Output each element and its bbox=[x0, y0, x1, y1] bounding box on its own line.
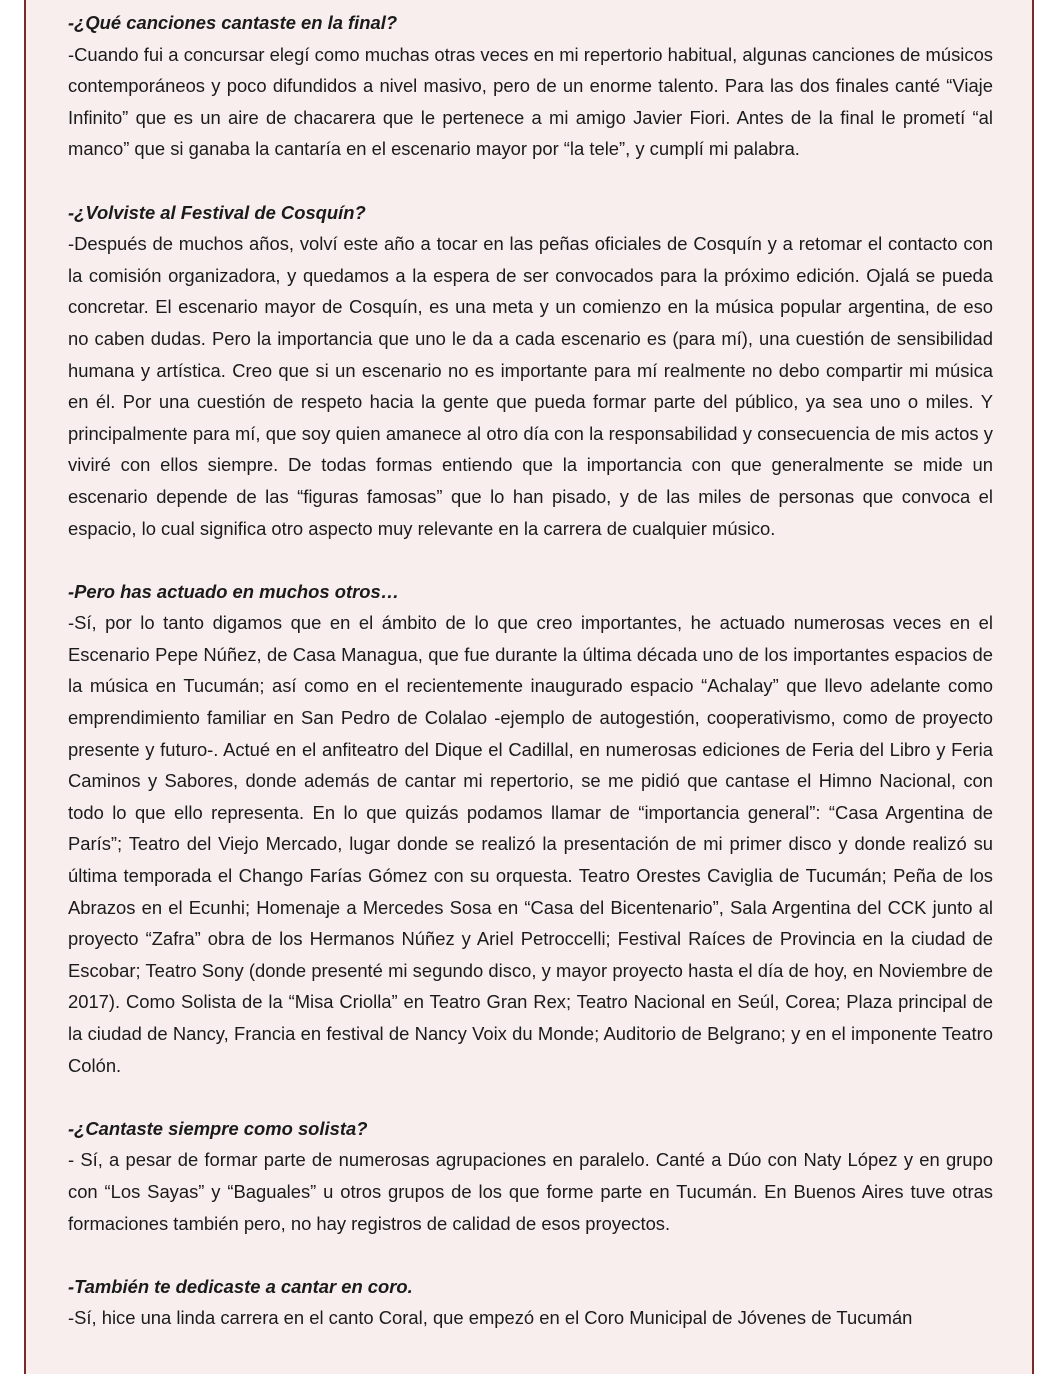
qa-block bbox=[68, 197, 993, 545]
qa-block bbox=[68, 576, 993, 1082]
answer-paragraph: - Sí, a pesar de formar parte de numerosas agrupaciones en paralelo. Canté a Dúo con Naty López y en grupo con “Los Sayas” y “Baguales” u otros grupos de los que forme parte en Tucumán. En Buenos Aires tuve otras formaciones también pero, no hay registros de calidad de esos proyectos. bbox=[68, 1149, 993, 1234]
answer-paragraph: -Sí, por lo tanto digamos que en el ámbito de lo que creo importantes, he actuado numerosas veces en el Escenario Pepe Núñez, de Casa Managua, que fue durante la última década uno de los importantes espacios de la música en Tucumán; así como en el recientemente inaugurado espacio “Achalay” que llevo adelante como emprendimiento familiar en San Pedro de Colalao -ejemplo de autogestión, cooperativismo, como de proyecto presente y futuro-. Actué en el anfiteatro del Dique el Cadillal, en numerosas ediciones de Feria del Libro y Feria Caminos y Sabores, donde además de cantar mi repertorio, se me pidió que cantase el Himno Nacional, con todo lo que ello representa. En lo que quizás podamos llamar de “importancia general”: “Casa Argentina de París”; Teatro del Viejo Mercado, lugar donde se realizó la presentación de mi primer disco y donde realizó su última temporada el Chango Farías Gómez con su orquesta. Teatro Orestes Caviglia de Tucumán; Peña de los Abrazos en el Ecunhi; Homenaje a Mercedes Sosa en “Casa del Bicentenario”, Sala Argentina del CCK junto al proyecto “Zafra” obra de los Hermanos Núñez y Ariel Petroccelli; Festival Raíces de Provincia en la ciudad de Escobar; Teatro Sony (donde presenté mi segundo disco, y mayor proyecto hasta el día de hoy, en Noviembre de 2017). Como Solista de la “Misa Criolla” en Teatro Gran Rex; Teatro Nacional en Seúl, Corea; Plaza principal de la ciudad de Nancy, Francia en festival de Nancy Voix du Monde; Auditorio de Belgrano; y en el imponente Teatro Colón. bbox=[68, 612, 993, 1076]
question-heading: -¿Cantaste siempre como solista? bbox=[68, 1117, 368, 1139]
question-heading: -¿Volviste al Festival de Cosquín? bbox=[68, 201, 366, 223]
article-body bbox=[68, 7, 993, 1366]
qa-block bbox=[68, 1113, 993, 1239]
answer-paragraph: -Cuando fui a concursar elegí como muchas otras veces en mi repertorio habitual, algunas canciones de músicos contemporáneos y poco difundidos a nivel masivo, pero de un enorme talento. Para las dos finales canté “Viaje Infinito” que es un aire de chacarera que le pertenece a mi amigo Javier Fiori. Antes de la final le prometí “al manco” que si ganaba la cantaría en el escenario mayor por “la tele”, y cumplí mi palabra. bbox=[68, 43, 993, 160]
question-heading: -¿Qué canciones cantaste en la final? bbox=[68, 12, 398, 33]
qa-block bbox=[68, 7, 993, 165]
answer-paragraph: -Después de muchos años, volví este año a tocar en las peñas oficiales de Cosquín y a retomar el contacto con la comisión organizadora, y quedamos a la espera de ser convocados para la próximo edición. Ojalá se pueda concretar. El escenario mayor de Cosquín, es una meta y un comienzo en la música popular argentina, de eso no caben dudas. Pero la importancia que uno le da a cada escenario es (para mí), una cuestión de sensibilidad humana y artística. Creo que si un escenario no es importante para mí realmente no debo compartir mi música en él. Por una cuestión de respeto hacia la gente que pueda formar parte del público, ya sea uno o miles. Y principalmente para mí, que soy quien amanece al otro día con la responsabilidad y consecuencia de mis actos y viviré con ellos siempre. De todas formas entiendo que la importancia con que generalmente se mide un escenario depende de las “figuras famosas” que lo han pisado, y de las miles de personas que convoca el espacio, lo cual significa otro aspecto muy relevante en la carrera de cualquier músico. bbox=[68, 233, 993, 539]
question-heading: -Pero has actuado en muchos otros… bbox=[68, 580, 400, 602]
answer-paragraph: -Sí, hice una linda carrera en el canto Coral, que empezó en el Coro Municipal de Jóvenes de Tucumán bbox=[68, 1307, 913, 1329]
question-heading: -También te dedicaste a cantar en coro. bbox=[68, 1275, 413, 1297]
qa-block bbox=[68, 1271, 993, 1334]
